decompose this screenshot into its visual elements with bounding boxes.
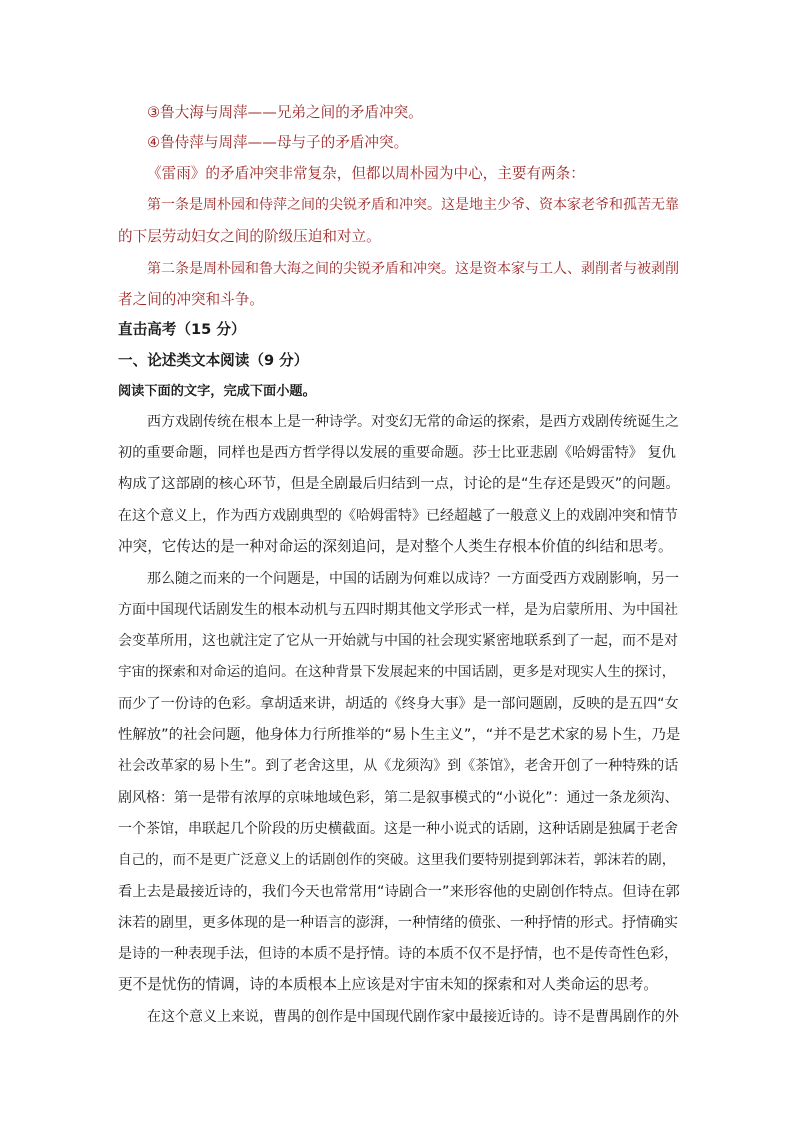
passage-p2-line8: 剧风格：第一是带有浓厚的京味地域色彩，第二是叙事模式的“小说化”：通过一条龙须沟、 <box>118 790 679 806</box>
passage-p2-line5: 而少了一份诗的色彩。拿胡适来讲，胡适的《终身大事》是一部问题剧，反映的是五四“女 <box>118 696 679 712</box>
passage-p1-line4: 在这个意义上，作为西方戏剧典型的《哈姆雷特》已经超越了一般意义上的戏剧冲突和情节 <box>118 508 678 524</box>
conflict-para2-line2: 者之间的冲突和斗争。 <box>118 291 264 308</box>
conflict-para1-line2: 的下层劳动妇女之间的阶级压迫和对立。 <box>118 228 381 245</box>
conflict-intro: 《雷雨》的矛盾冲突非常复杂，但都以周朴园为中心，主要有两条： <box>147 165 585 182</box>
passage-p2-line12: 沫若的剧里，更多体现的是一种语言的澎湃，一种情绪的偾张、一种抒情的形式。抒情确实 <box>118 915 678 931</box>
passage-p2-line11: 看上去是最接近诗的，我们今天也常常用“诗剧合一”来形容他的史剧创作特点。但诗在郭 <box>118 884 680 900</box>
subsection-title: 一、论述类文本阅读（9 分） <box>118 352 309 369</box>
section-title: 直击高考（15 分） <box>118 321 246 338</box>
conflict-item-4: ④鲁侍萍与周萍——母与子的矛盾冲突。 <box>147 134 409 151</box>
passage-p2-line7: 社会改革家的易卜生”。到了老舍这里，从《龙须沟》到《茶馆》，老舍开创了一种特殊的话 <box>118 758 679 774</box>
passage-p2-line2: 方面中国现代话剧发生的根本动机与五四时期其他文学形式一样，是为启蒙所用、为中国社 <box>118 602 678 618</box>
passage-p2-line13: 是诗的一种表现手法，但诗的本质不是抒情。诗的本质不仅不是抒情，也不是传奇性色彩， <box>118 946 678 962</box>
passage-p2-line9: 一个茶馆，串联起几个阶段的历史横截面。这是一种小说式的话剧，这种话剧是独属于老舍 <box>118 821 678 837</box>
passage-p1-line5: 冲突，它传达的是一种对命运的深刻追问，是对整个人类生存根本价值的纠结和思考。 <box>118 538 673 555</box>
passage-p2-line6: 性解放”的社会问题，他身体力行所推举的“易卜生主义”，“并不是艺术家的易卜生，乃是 <box>118 727 681 743</box>
passage-p2-line10: 自己的，而不是更广泛意义上的话剧创作的突破。这里我们要特别提到郭沫若，郭沫若的剧， <box>118 852 676 868</box>
conflict-item-3: ③鲁大海与周萍——兄弟之间的矛盾冲突。 <box>147 104 423 121</box>
passage-p1-line3: 构成了这部剧的核心环节，但是全剧最后归结到一点，讨论的是“生存还是毁灭”的问题。 <box>118 476 680 492</box>
passage-p2-line1: 那么随之而来的一个问题是，中国的话剧为何难以成诗？一方面受西方戏剧影响，另一 <box>147 571 679 587</box>
passage-p2-line4: 宇宙的探索和对命运的追问。在这种背景下发展起来的中国话剧，更多是对现实人生的探讨， <box>118 664 676 680</box>
passage-p1-line1: 西方戏剧传统在根本上是一种诗学。对变幻无常的命运的探索，是西方戏剧传统诞生之 <box>147 414 679 430</box>
passage-p2-line14: 更不是忧伤的情调，诗的本质根本上应该是对宇宙未知的探索和对人类命运的思考。 <box>118 976 658 993</box>
passage-p2-line3: 会变革所用，这也就注定了它从一开始就与中国的社会现实紧密地联系到了一起，而不是对 <box>118 633 678 649</box>
passage-p1-line2: 初的重要命题，同样也是西方哲学得以发展的重要命题。莎士比亚悲剧《哈姆雷特》 复仇 <box>118 445 676 461</box>
passage-p3-line1: 在这个意义上来说，曹禺的创作是中国现代剧作家中最接近诗的。诗不是曹禺剧作的外 <box>147 1009 679 1025</box>
conflict-para2-line1: 第二条是周朴园和鲁大海之间的尖锐矛盾和冲突。这是资本家与工人、剥削者与被剥削 <box>147 261 679 277</box>
conflict-para1-line1: 第一条是周朴园和侍萍之间的尖锐矛盾和冲突。这是地主少爷、资本家老爷和孤苦无靠 <box>147 197 679 213</box>
instruction: 阅读下面的文字，完成下面小题。 <box>118 384 316 399</box>
